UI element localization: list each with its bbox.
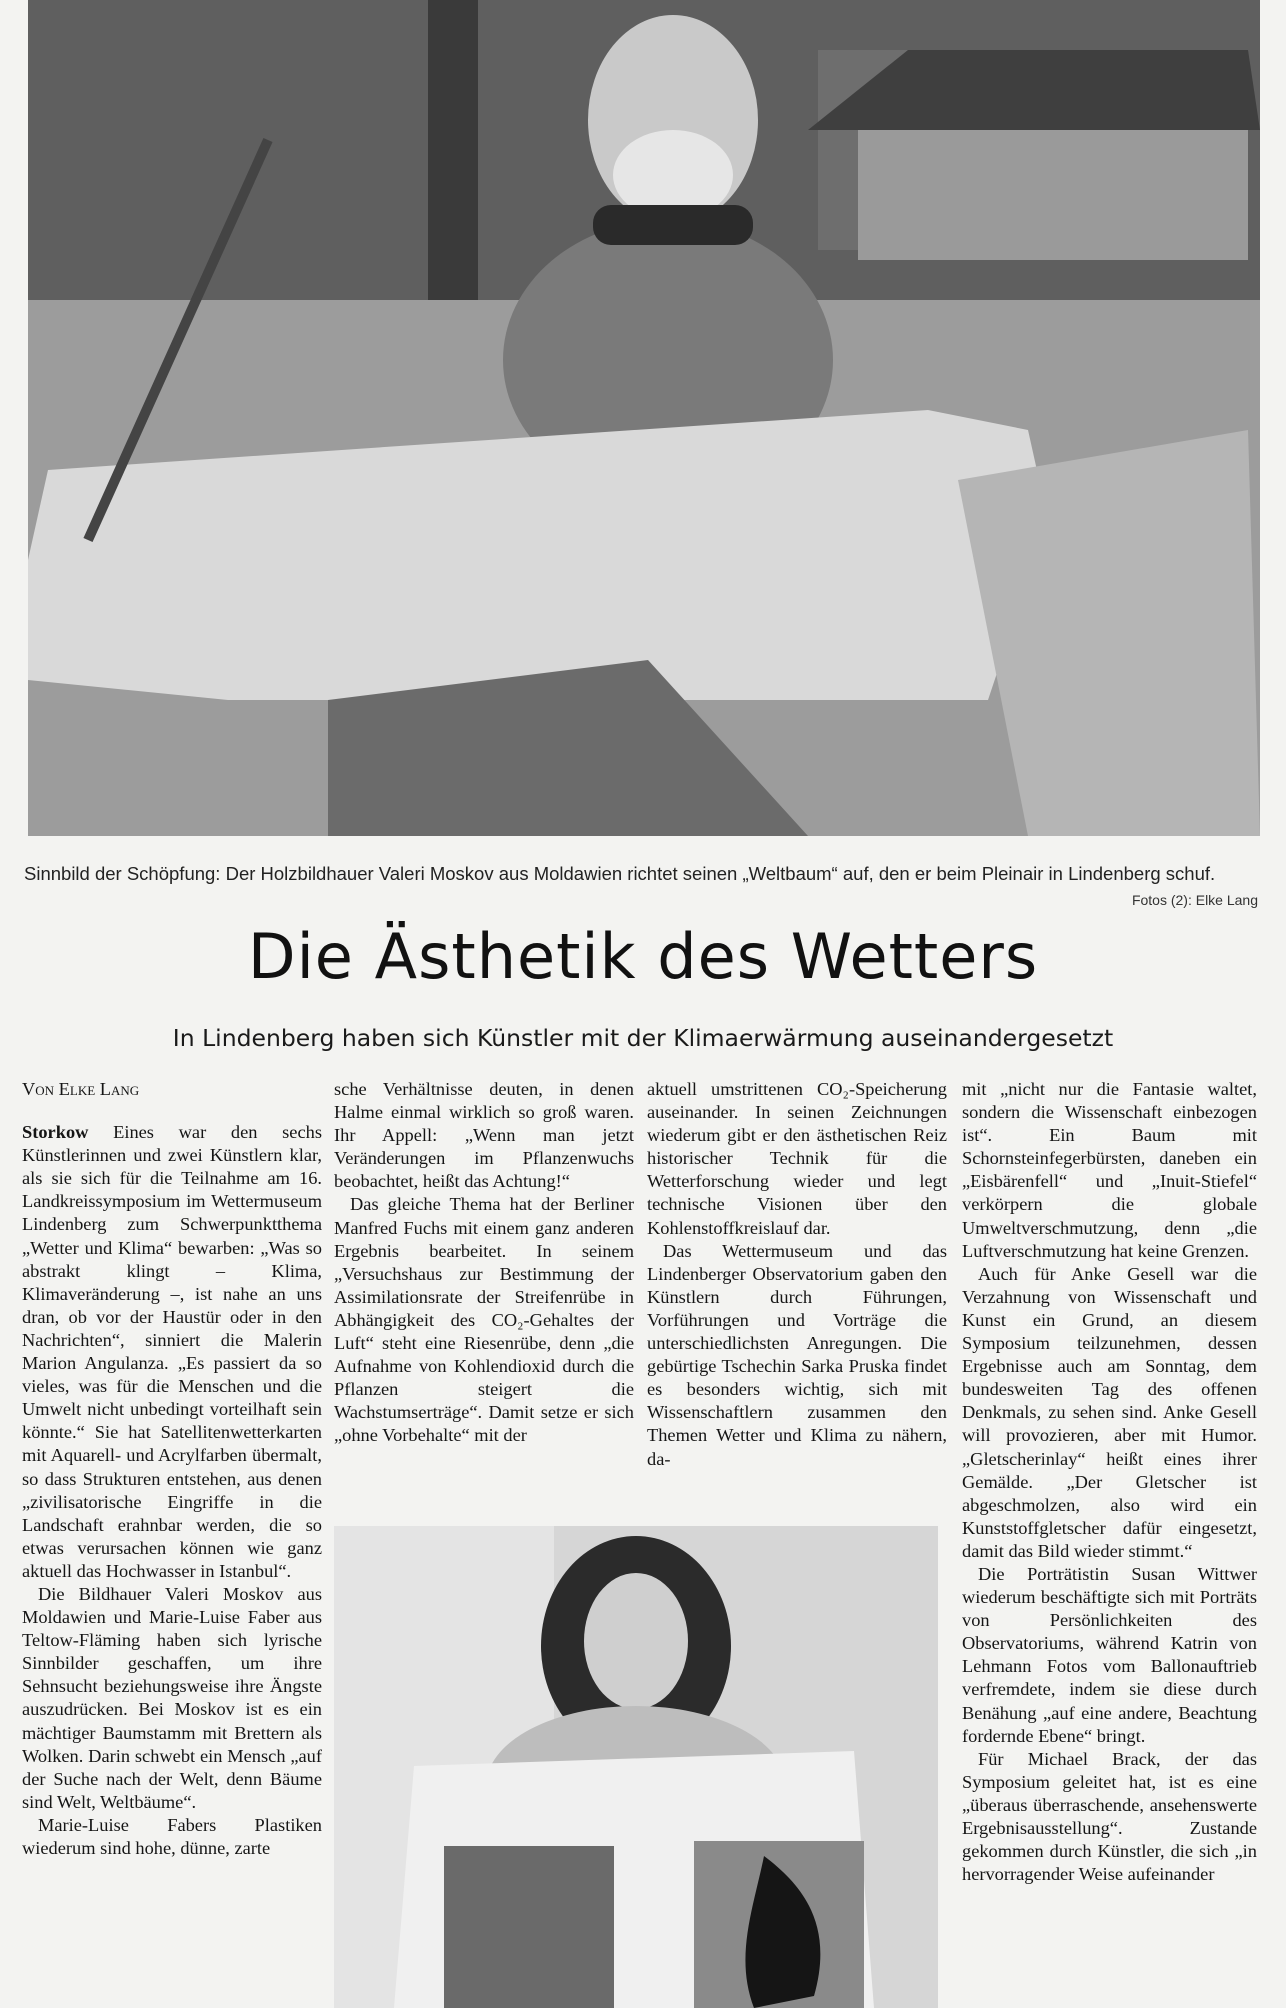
article-paragraph: Storkow Eines war den sechs Künstlerinnen und zwei Künstlern klar, als sie sich für die Teilnahme am 16. Landkreissymposium im Wettermuseum Lindenberg zum Schwerpunktthema „Wetter und Klima“ bewarben: „Was so abstrakt klingt – Klima, Klimaveränderung –, ist nahe an uns dran, ob vor der Haustür oder in den Nachrichten“, sinniert die Malerin Marion Angulanza. „Es passiert da so vieles, was für die Menschen und die Umwelt nicht unbedingt vorteilhaft sein könnte.“ Sie hat Satellitenwetterkarten mit Aquarell- und Acrylfarben übermalt, so dass Strukturen entstehen, aus denen „zivilisatorische Eingriffe in die Landschaft erahnbar werden, die so etwas verursachen können wie ganz aktuell das Hochwasser in Istanbul“. xyxy=(22,1122,322,1581)
article-column-2 xyxy=(334,1078,634,1448)
article-paragraph: Auch für Anke Gesell war die Verzahnung von Wissenschaft und Kunst ein Grund, an diesem Symposium teilzunehmen, dessen Ergebnisse auch am Sonntag, dem bundesweiten Tag des offenen Denkmals, zu sehen sind. Anke Gesell will provozieren, aber mit Humor. „Gletscherinlay“ heißt eines ihrer Gemälde. „Der Gletscher ist abgeschmolzen, also wird ein Kunststoffgletscher dafür eingesetzt, damit das Bild wieder stimmt.“ xyxy=(962,1263,1257,1561)
article-paragraph: Marie-Luise Fabers Plastiken wiederum sind hohe, dünne, zarte xyxy=(22,1814,322,1858)
article-subheadline: In Lindenberg haben sich Künstler mit der Klimaerwärmung auseinandergesetzt xyxy=(172,1024,1114,1052)
sculptor-photo xyxy=(28,0,1260,836)
article-headline: Die Ästhetik des Wetters xyxy=(247,920,1039,993)
article-paragraph: Die Porträtistin Susan Wittwer wiederum beschäftigte sich mit Porträts von Persönlichkeiten des Observatoriums, während Katrin von Lehmann Fotos vom Ballonauftrieb verfremdete, indem sie diese durch Benähung „auf eine andere, Beachtung fordernde Ebene“ bringt. xyxy=(962,1563,1257,1746)
article-paragraph: sche Verhältnisse deuten, in denen Halme einmal wirklich so groß waren. Ihr Appell: „Wenn man jetzt Veränderungen im Pflanzenwuchs beobachtet, heißt das Achtung!“ xyxy=(334,1079,634,1192)
article-column-1 xyxy=(22,1078,322,1860)
article-column-3 xyxy=(647,1078,947,1471)
article-column-4 xyxy=(962,1078,1257,1886)
photo-caption: Sinnbild der Schöpfung: Der Holzbildhauer Valeri Moskov aus Moldawien richtet seinen „Weltbaum“ auf, den er beim Pleinair in Lindenberg schuf. xyxy=(24,863,1216,884)
byline: Von Elke Lang xyxy=(22,1079,140,1099)
article-paragraph: Das Wettermuseum und das Lindenberger Observatorium gaben den Künstlern durch Führungen, Vorführungen und Vorträge die unterschiedlichsten Anregungen. Die gebürtige Tschechin Sarka Pruska findet es besonders wichtig, sich mit Wissenschaftlern zusammen den Themen Wetter und Klima zu nähern, da- xyxy=(647,1240,947,1469)
dateline: Storkow xyxy=(22,1122,89,1143)
sculptor-photo-image xyxy=(28,0,1260,836)
artist-photo xyxy=(334,1526,938,2008)
artist-photo-image xyxy=(334,1526,938,2008)
article-paragraph: mit „nicht nur die Fantasie waltet, sondern die Wissenschaft einbezogen ist“. Ein Baum mit Schornsteinfegerbürsten, daneben ein „Eisbärenfell“ und „Inuit-Stiefel“ verkörpern die globale Umweltverschmutzung, denn „die Luftverschmutzung hat keine Grenzen. xyxy=(962,1079,1257,1261)
article-paragraph: Für Michael Brack, der das Symposium geleitet hat, ist es eine „überaus überraschende, ansehenswerte Ergebnisausstellung“. Zustande gekommen durch Künstler, die sich „in hervorragender Weise aufeinander xyxy=(962,1748,1257,1885)
photo-credit: Fotos (2): Elke Lang xyxy=(1131,892,1258,908)
article-paragraph: Das gleiche Thema hat der Berliner Manfred Fuchs mit einem ganz anderen Ergebnis bearbeitet. In seinem „Versuchshaus zur Bestimmung der Assimilationsrate der Streifenrübe in Abhängigkeit des CO₂-Gehaltes der Luft“ steht eine Riesenrübe, denn „die Aufnahme von Kohlendioxid durch die Pflanzen steigert die Wachstumserträge“. Damit setze er sich „ohne Vorbehalte“ mit der xyxy=(334,1194,634,1446)
article-paragraph: Die Bildhauer Valeri Moskov aus Moldawien und Marie-Luise Faber aus Teltow-Fläming haben sich lyrische Sinnbilder geschaffen, um ihre Sehnsucht beziehungsweise ihre Ängste auszudrücken. Bei Moskov ist es ein mächtiger Baumstamm mit Brettern als Wolken. Darin schwebt ein Mensch „auf der Suche nach der Welt, denn Bäume sind Welt, Weltbäume“. xyxy=(22,1583,322,1812)
article-paragraph: aktuell umstrittenen CO₂-Speicherung auseinander. In seinen Zeichnungen wiederum gibt er den ästhetischen Reiz historischer Technik für die Wetterforschung wieder und legt technische Visionen über den Kohlenstoffkreislauf dar. xyxy=(647,1079,947,1238)
